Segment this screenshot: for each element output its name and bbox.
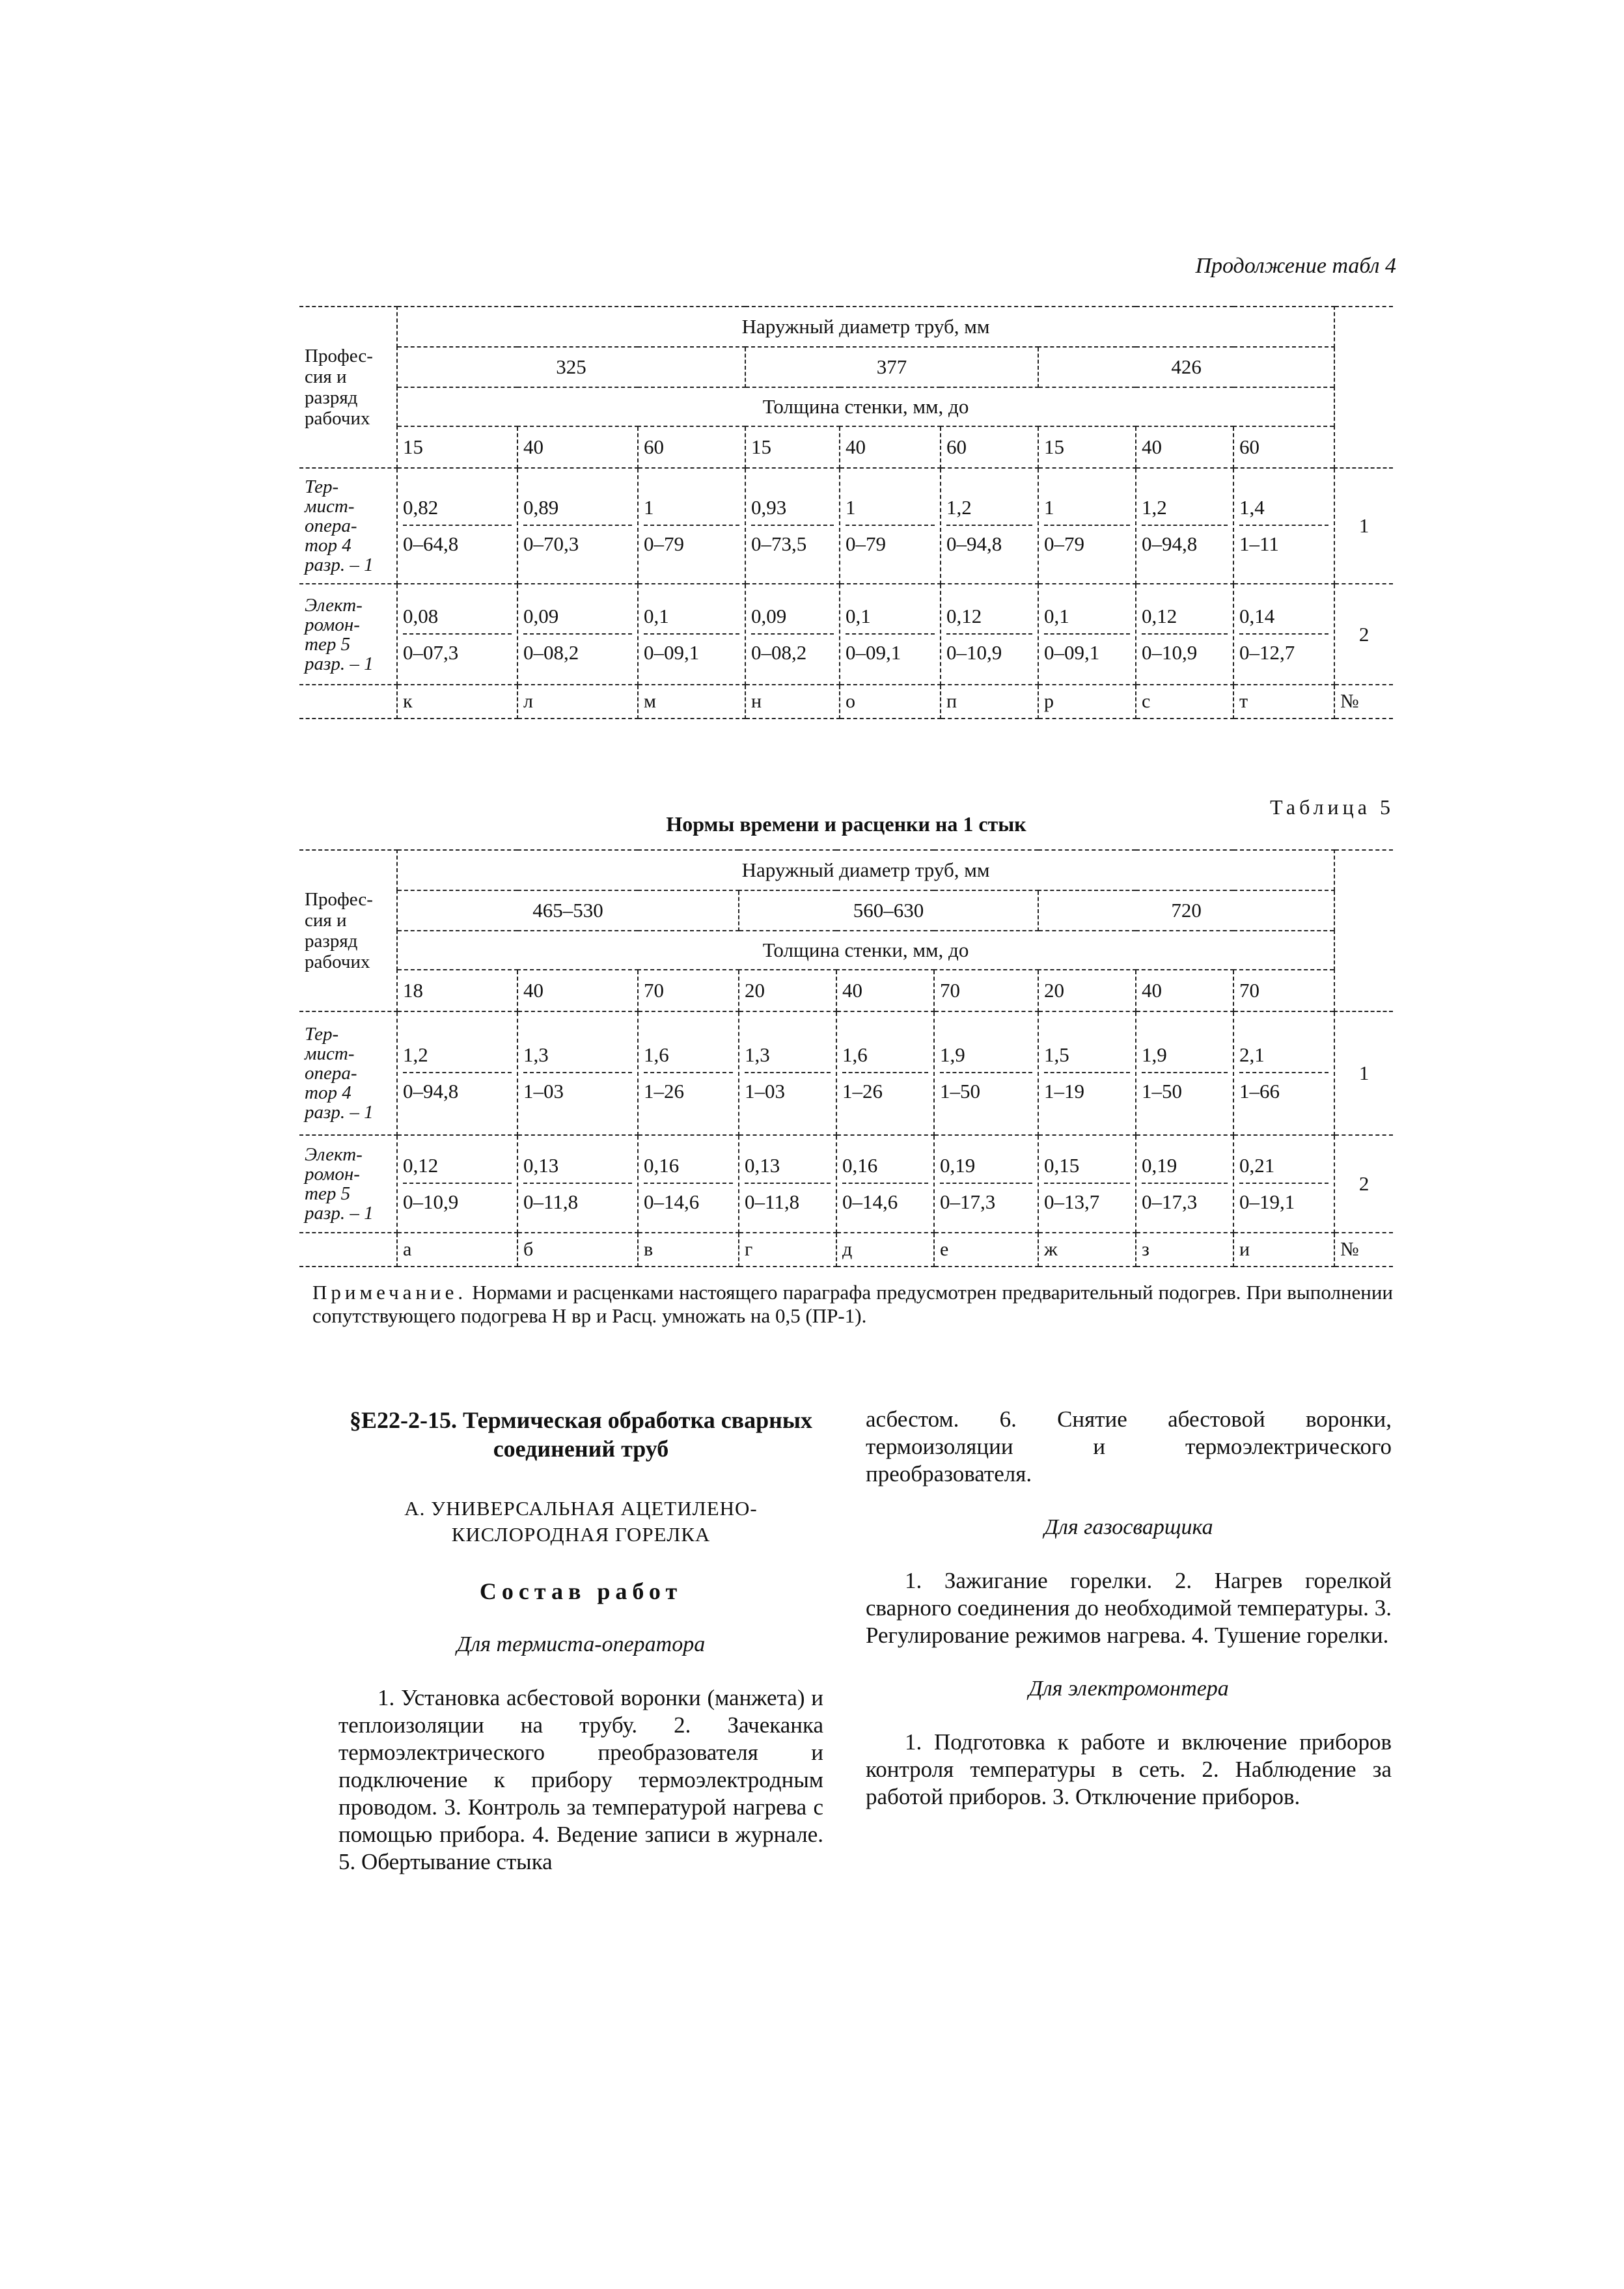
norm-rate-cell: [840, 468, 941, 584]
norm-rate-cell: [941, 584, 1038, 685]
norm-rate-cell: [638, 1135, 739, 1233]
rate-value: 1–26: [842, 1080, 883, 1103]
norm-value: 1,6: [842, 1043, 928, 1073]
table-4-continuation: [299, 306, 1393, 719]
norm-rate-cell: [745, 584, 840, 685]
norm-value: 0,13: [523, 1154, 632, 1184]
header-profession: Профес- сия и разряд рабочих: [299, 307, 397, 468]
table-note: [312, 1281, 1393, 1328]
thickness-cell: 40: [840, 426, 941, 468]
norm-value: 0,12: [946, 605, 1032, 635]
norm-rate-cell: [1233, 1011, 1334, 1135]
column-letter: п: [941, 685, 1038, 719]
rate-value: 0–70,3: [523, 532, 579, 555]
norm-value: 0,1: [846, 605, 935, 635]
letters-empty: [299, 1233, 397, 1267]
norm-value: 0,12: [403, 1154, 512, 1184]
rate-value: 0–09,1: [644, 640, 700, 664]
rate-value: 0–64,8: [403, 532, 459, 555]
norm-rate-cell: [1136, 1011, 1233, 1135]
num-label: №: [1334, 685, 1393, 719]
norm-value: 1,2: [1142, 496, 1228, 526]
rate-value: 1–03: [523, 1080, 564, 1103]
rate-value: 0–14,6: [842, 1190, 898, 1213]
rate-value: 0–11,8: [523, 1190, 579, 1213]
norm-rate-cell: [397, 468, 517, 584]
thickness-cell: 70: [1233, 970, 1334, 1011]
letters-empty: [299, 685, 397, 719]
header-thickness: Толщина стенки, мм, до: [397, 387, 1334, 426]
column-letter: т: [1233, 685, 1334, 719]
thickness-cell: 18: [397, 970, 517, 1011]
norm-rate-cell: [517, 1135, 638, 1233]
thickness-cell: 70: [638, 970, 739, 1011]
norm-value: 1: [846, 496, 935, 526]
rate-value: 1–03: [745, 1080, 785, 1103]
rate-value: 0–08,2: [523, 640, 579, 664]
rate-value: 0–09,1: [846, 640, 901, 664]
norm-rate-cell: [1136, 584, 1233, 685]
rate-value: 0–17,3: [1142, 1190, 1198, 1213]
norm-rate-cell: [517, 468, 638, 584]
column-letter: ж: [1038, 1233, 1136, 1267]
column-letter: з: [1136, 1233, 1233, 1267]
norm-value: 1,4: [1239, 496, 1328, 526]
norm-value: 1,3: [745, 1043, 831, 1073]
thickness-cell: 15: [397, 426, 517, 468]
rate-value: 0–10,9: [403, 1190, 459, 1213]
thickness-cell: 20: [739, 970, 836, 1011]
table-5-label: Таблица 5: [1270, 795, 1394, 819]
rate-value: 1–66: [1239, 1080, 1280, 1103]
thickness-cell: 40: [836, 970, 934, 1011]
thickness-cell: 15: [745, 426, 840, 468]
norm-value: 0,21: [1239, 1154, 1328, 1184]
thickness-cell: 40: [1136, 970, 1233, 1011]
column-letter: а: [397, 1233, 517, 1267]
norm-rate-cell: [638, 584, 745, 685]
thickness-cell: 40: [1136, 426, 1233, 468]
norm-value: 0,1: [1044, 605, 1130, 635]
thermist-text: 1. Установка асбестовой воронки (манжета) и теплоизоляции на трубу. 2. Зачеканка термоэлектрического преобразователя и подключение к прибору термоэлектродным проводом. 3. Контроль за температурой нагрева с помощью прибора. 4. Ведение записи в журнале. 5. Обертывание стыка: [338, 1685, 823, 1874]
left-column: [338, 1406, 823, 1876]
thickness-cell: 15: [1038, 426, 1136, 468]
column-letters-row: [299, 685, 1393, 719]
rate-value: 0–73,5: [751, 532, 807, 555]
norm-value: 0,93: [751, 496, 834, 526]
norm-rate-cell: [934, 1135, 1038, 1233]
diameter-cell: 325: [397, 347, 745, 387]
section-heading: §Е22-2-15. Термическая обработка сварных соединений труб: [350, 1407, 812, 1462]
column-letter: л: [517, 685, 638, 719]
norm-rate-cell: [739, 1135, 836, 1233]
norm-value: 0,15: [1044, 1154, 1130, 1184]
header-diameter: Наружный диаметр труб, мм: [397, 307, 1334, 347]
norm-rate-cell: [934, 1011, 1038, 1135]
column-letter: н: [745, 685, 840, 719]
rate-value: 0–94,8: [403, 1080, 459, 1103]
thickness-cell: 60: [638, 426, 745, 468]
table-5: [299, 849, 1393, 1267]
header-profession: Профес- сия и разряд рабочих: [299, 850, 397, 1011]
norm-rate-cell: [836, 1011, 934, 1135]
norm-value: 1,5: [1044, 1043, 1130, 1073]
diameter-cell: 720: [1038, 890, 1334, 931]
norm-rate-cell: [1233, 1135, 1334, 1233]
works-title: Состав работ: [479, 1578, 683, 1604]
norm-value: 1: [1044, 496, 1130, 526]
thickness-cell: 40: [517, 426, 638, 468]
header-diameter: Наружный диаметр труб, мм: [397, 850, 1334, 890]
row-profession: Тер- мист- опера- тор 4 разр. – 1: [299, 468, 397, 584]
column-letter: и: [1233, 1233, 1334, 1267]
row-number: 1: [1334, 468, 1393, 584]
row-number: 2: [1334, 1135, 1393, 1233]
rate-value: 1–11: [1239, 532, 1279, 555]
rate-value: 0–17,3: [940, 1190, 996, 1213]
norm-rate-cell: [1038, 468, 1136, 584]
row-profession: Элект- ромон- тер 5 разр. – 1: [299, 584, 397, 685]
norm-rate-cell: [941, 468, 1038, 584]
diameter-cell: 465–530: [397, 890, 739, 931]
rate-value: 1–50: [1142, 1080, 1182, 1103]
row-profession: Тер- мист- опера- тор 4 разр. – 1: [299, 1011, 397, 1135]
norm-rate-cell: [1136, 1135, 1233, 1233]
norm-value: 1,6: [644, 1043, 733, 1073]
norm-value: 1,3: [523, 1043, 632, 1073]
norm-rate-cell: [638, 1011, 739, 1135]
norm-rate-cell: [745, 468, 840, 584]
table-row: [299, 468, 1393, 584]
norm-value: 0,16: [644, 1154, 733, 1184]
header-num-empty: [1334, 307, 1393, 468]
norm-value: 0,14: [1239, 605, 1328, 635]
norm-value: 1,2: [946, 496, 1032, 526]
table-5-title: Нормы времени и расценки на 1 стык: [666, 812, 1026, 836]
rate-value: 0–10,9: [946, 640, 1002, 664]
rate-value: 0–14,6: [644, 1190, 700, 1213]
diameter-cell: 560–630: [739, 890, 1038, 931]
norm-rate-cell: [517, 584, 638, 685]
table-row: [299, 1135, 1393, 1233]
norm-value: 0,19: [1142, 1154, 1228, 1184]
note-label: Примечание.: [312, 1281, 467, 1304]
rate-value: 0–09,1: [1044, 640, 1100, 664]
rate-value: 0–94,8: [946, 532, 1002, 555]
norm-rate-cell: [1038, 1135, 1136, 1233]
norm-rate-cell: [638, 468, 745, 584]
norm-rate-cell: [397, 1135, 517, 1233]
norm-value: 0,1: [644, 605, 739, 635]
norm-rate-cell: [1038, 584, 1136, 685]
thickness-cell: 70: [934, 970, 1038, 1011]
continuation-caption: Продолжение табл 4: [1195, 254, 1396, 278]
column-letter: о: [840, 685, 941, 719]
column-letter: г: [739, 1233, 836, 1267]
norm-value: 1,9: [1142, 1043, 1228, 1073]
table-row: [299, 1011, 1393, 1135]
electrician-title: Для электромонтера: [1028, 1677, 1229, 1701]
norm-rate-cell: [397, 1011, 517, 1135]
norm-value: 0,19: [940, 1154, 1032, 1184]
column-letter: р: [1038, 685, 1136, 719]
norm-rate-cell: [836, 1135, 934, 1233]
norm-rate-cell: [1136, 468, 1233, 584]
rate-value: 0–12,7: [1239, 640, 1295, 664]
column-letter: е: [934, 1233, 1038, 1267]
norm-value: 0,16: [842, 1154, 928, 1184]
norm-rate-cell: [1233, 584, 1334, 685]
norm-rate-cell: [397, 584, 517, 685]
table-row: [299, 584, 1393, 685]
norm-rate-cell: [1038, 1011, 1136, 1135]
rate-value: 1–50: [940, 1080, 980, 1103]
rate-value: 0–11,8: [745, 1190, 800, 1213]
column-letters-row: [299, 1233, 1393, 1267]
header-num-empty: [1334, 850, 1393, 1011]
column-letter: б: [517, 1233, 638, 1267]
column-letter: м: [638, 685, 745, 719]
thickness-cell: 20: [1038, 970, 1136, 1011]
diameter-cell: 426: [1038, 347, 1334, 387]
norm-value: 1,9: [940, 1043, 1032, 1073]
thickness-cell: 60: [1233, 426, 1334, 468]
num-label: №: [1334, 1233, 1393, 1267]
norm-value: 2,1: [1239, 1043, 1328, 1073]
gas-welder-text: 1. Зажигание горелки. 2. Нагрев горелкой сварного соединения до необходимой температуры. 3. Регулирование режимов нагрева. 4. Тушение горелки.: [866, 1568, 1392, 1648]
column-letter: с: [1136, 685, 1233, 719]
thickness-cell: 40: [517, 970, 638, 1011]
norm-value: 0,13: [745, 1154, 831, 1184]
rate-value: 0–08,2: [751, 640, 807, 664]
norm-value: 0,12: [1142, 605, 1228, 635]
diameter-cell: 377: [745, 347, 1038, 387]
norm-rate-cell: [739, 1011, 836, 1135]
rate-value: 1–19: [1044, 1080, 1084, 1103]
electrician-text: 1. Подготовка к работе и включение приборов контроля температуры в сеть. 2. Наблюдение за работой приборов. 3. Отключение приборов.: [866, 1729, 1392, 1809]
gas-welder-title: Для газосварщика: [1044, 1515, 1213, 1539]
column-letter: д: [836, 1233, 934, 1267]
rate-value: 0–07,3: [403, 640, 459, 664]
rate-value: 0–79: [846, 532, 886, 555]
row-profession: Элект- ромон- тер 5 разр. – 1: [299, 1135, 397, 1233]
norm-rate-cell: [1233, 468, 1334, 584]
rate-value: 0–19,1: [1239, 1190, 1295, 1213]
column-letter: к: [397, 685, 517, 719]
norm-value: 0,09: [751, 605, 834, 635]
rate-value: 0–13,7: [1044, 1190, 1100, 1213]
row-number: 2: [1334, 584, 1393, 685]
section-subheading: А. УНИВЕРСАЛЬНАЯ АЦЕТИЛЕНО-КИСЛОРОДНАЯ ГОРЕЛКА: [404, 1497, 758, 1546]
norm-rate-cell: [840, 584, 941, 685]
rate-value: 1–26: [644, 1080, 684, 1103]
column-letter: в: [638, 1233, 739, 1267]
norm-value: 0,89: [523, 496, 632, 526]
norm-value: 1: [644, 496, 739, 526]
norm-value: 0,08: [403, 605, 512, 635]
rate-value: 0–79: [1044, 532, 1084, 555]
thickness-cell: 60: [941, 426, 1038, 468]
norm-value: 0,09: [523, 605, 632, 635]
header-thickness: Толщина стенки, мм, до: [397, 931, 1334, 970]
rate-value: 0–79: [644, 532, 684, 555]
thermist-title: Для термиста-оператора: [456, 1632, 706, 1656]
rate-value: 0–10,9: [1142, 640, 1198, 664]
norm-rate-cell: [517, 1011, 638, 1135]
note-text: Нормами и расценками настоящего параграфа предусмотрен предварительный подогрев. При выполнении сопутствующего подогрева Н вр и Расц. умножать на 0,5 (ПР-1).: [312, 1281, 1393, 1327]
thermist-text-continued: асбестом. 6. Снятие абестовой воронки, термоизоляции и термоэлектрического преобразователя.: [866, 1406, 1392, 1487]
norm-value: 1,2: [403, 1043, 512, 1073]
right-column: [866, 1406, 1392, 1811]
rate-value: 0–94,8: [1142, 532, 1198, 555]
norm-value: 0,82: [403, 496, 512, 526]
row-number: 1: [1334, 1011, 1393, 1135]
